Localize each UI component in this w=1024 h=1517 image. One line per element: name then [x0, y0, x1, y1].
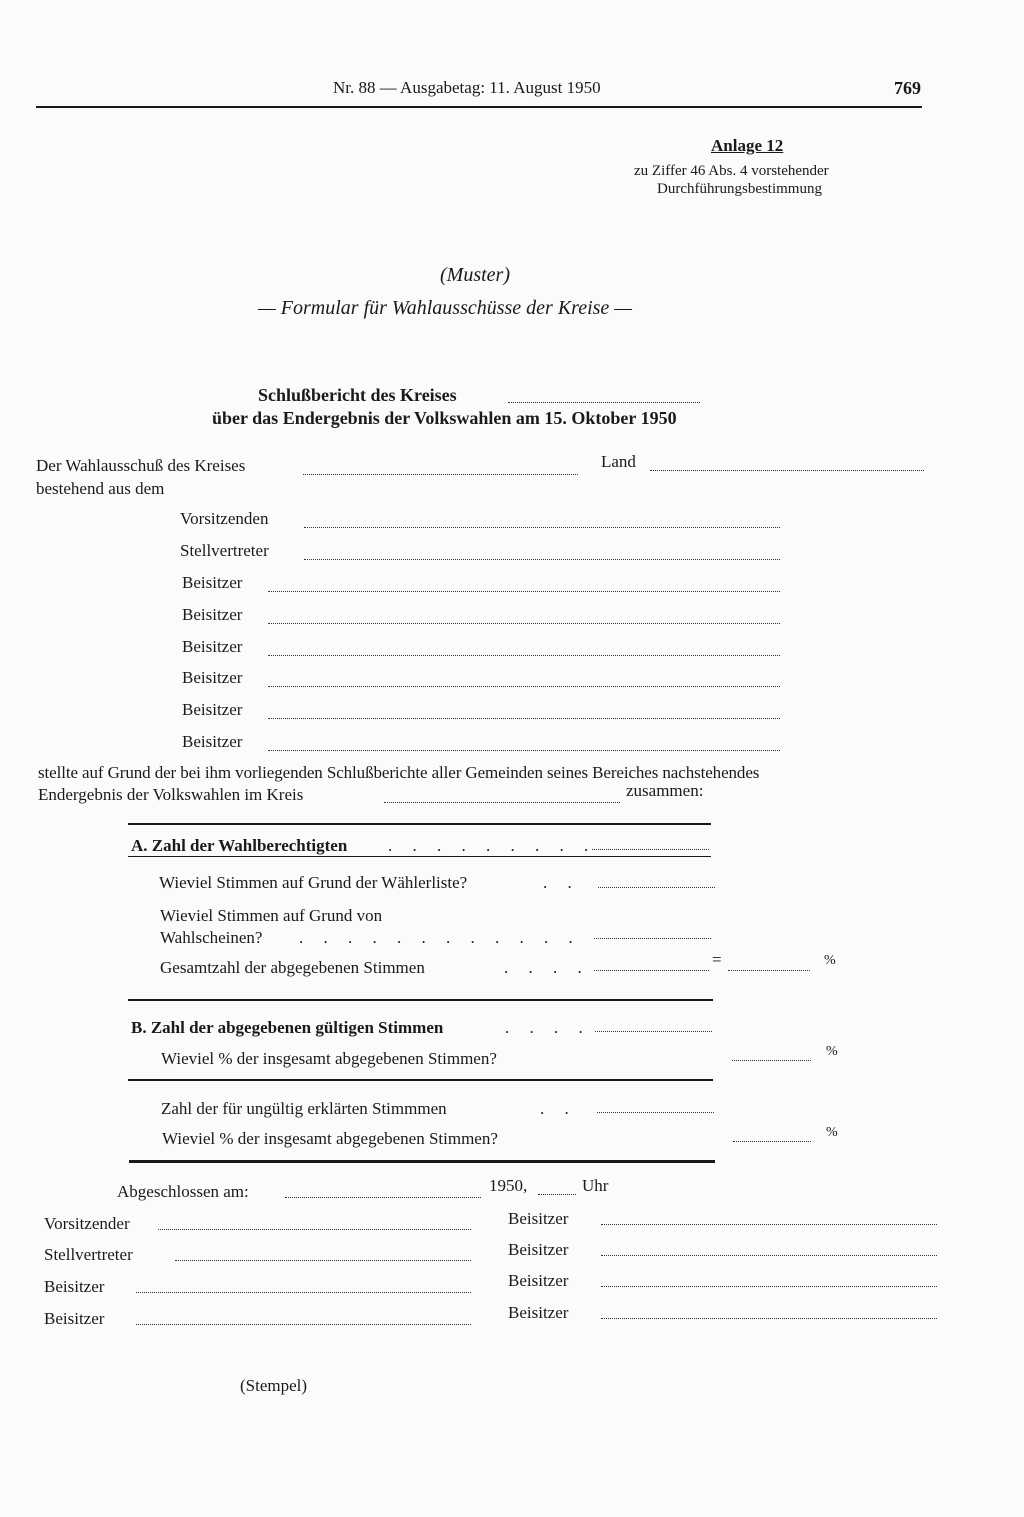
section-b-bottom-rule: [128, 1079, 713, 1081]
section-a-top-rule: [128, 823, 711, 825]
percent-sign: %: [824, 953, 836, 968]
signer-label: Beisitzer: [44, 1277, 105, 1296]
stamp-label: (Stempel): [240, 1376, 308, 1395]
committee-district-field[interactable]: [303, 474, 578, 475]
district-result-field[interactable]: [384, 802, 620, 803]
member-field[interactable]: [268, 718, 780, 719]
land-label: Land: [601, 452, 636, 471]
invalid-votes-field[interactable]: [597, 1112, 714, 1113]
signer-label: Beisitzer: [508, 1240, 569, 1259]
section-b-heading: B. Zahl der abgegebenen gültigen Stimmen: [131, 1018, 444, 1037]
section-a-bottom-rule: [128, 999, 713, 1001]
signature-field[interactable]: [158, 1229, 471, 1230]
signature-field[interactable]: [601, 1318, 937, 1319]
signature-field[interactable]: [601, 1255, 937, 1256]
member-label: Stellvertreter: [180, 541, 269, 560]
signer-label: Vorsitzender: [44, 1214, 130, 1233]
concluded-date-field[interactable]: [285, 1197, 481, 1198]
leader-dots: . . . . . . . . .: [388, 836, 597, 855]
hour-label: Uhr: [582, 1176, 609, 1195]
signer-label: Beisitzer: [44, 1309, 105, 1328]
section-a-heading: A. Zahl der Wahlberechtigten: [131, 836, 348, 855]
member-field[interactable]: [268, 686, 780, 687]
leader-dots: . . . .: [504, 958, 590, 977]
invalid-votes-label: Zahl der für ungültig erklärten Stimmmen: [161, 1099, 447, 1118]
leader-dots: . .: [543, 873, 580, 892]
header-rule: [36, 106, 922, 108]
invalid-percent-field[interactable]: [733, 1141, 811, 1142]
committee-intro: Der Wahlausschuß des Kreises: [36, 456, 246, 475]
statement-line1: stellte auf Grund der bei ihm vorliegenden Schlußberichte aller Gemeinden seines Bereiches nachstehendes: [38, 763, 760, 782]
muster-label: (Muster): [440, 264, 510, 286]
leader-dots: . . . . . . . . . . . .: [299, 928, 581, 947]
invalid-percent-question: Wieviel % der insgesamt abgegebenen Stimmen?: [162, 1129, 498, 1148]
district-name-field[interactable]: [508, 402, 700, 403]
member-field[interactable]: [304, 559, 780, 560]
statement-suffix: zusammen:: [626, 781, 704, 800]
member-label: Beisitzer: [182, 700, 243, 719]
percent-sign: %: [826, 1044, 838, 1059]
section-a-sub-rule: [128, 856, 711, 857]
member-field[interactable]: [268, 623, 780, 624]
member-label: Beisitzer: [182, 637, 243, 656]
question-certificates-line2: Wahlscheinen?: [160, 928, 263, 947]
signature-field[interactable]: [136, 1292, 471, 1293]
voter-list-votes-field[interactable]: [598, 887, 715, 888]
total-percent-field[interactable]: [728, 970, 810, 971]
member-label: Vorsitzenden: [180, 509, 269, 528]
time-field[interactable]: [538, 1194, 576, 1195]
member-field[interactable]: [304, 527, 780, 528]
leader-dots: . .: [540, 1099, 577, 1118]
total-votes-field[interactable]: [594, 970, 709, 971]
concluded-label: Abgeschlossen am:: [117, 1182, 249, 1201]
signer-label: Beisitzer: [508, 1303, 569, 1322]
member-field[interactable]: [268, 591, 780, 592]
page-number: 769: [894, 78, 921, 98]
year-label: 1950,: [489, 1176, 528, 1195]
annex-title: Anlage 12: [711, 136, 784, 155]
signer-label: Beisitzer: [508, 1271, 569, 1290]
annex-ref-line2: Durchführungsbestimmung: [657, 181, 822, 197]
total-votes-label: Gesamtzahl der abgegebenen Stimmen: [160, 958, 425, 977]
signature-field[interactable]: [136, 1324, 471, 1325]
annex-ref-line1: zu Ziffer 46 Abs. 4 vorstehender: [634, 163, 829, 179]
signer-label: Beisitzer: [508, 1209, 569, 1228]
question-voter-list: Wieviel Stimmen auf Grund der Wählerliste?: [159, 873, 468, 892]
statement-line2: Endergebnis der Volkswahlen im Kreis: [38, 785, 304, 804]
member-label: Beisitzer: [182, 732, 243, 751]
form-subtitle: — Formular für Wahlausschüsse der Kreise —: [258, 297, 633, 319]
signer-label: Stellvertreter: [44, 1245, 133, 1264]
member-field[interactable]: [268, 750, 780, 751]
leader-dots: . . . .: [505, 1018, 591, 1037]
valid-percent-field[interactable]: [732, 1060, 811, 1061]
question-certificates-line1: Wieviel Stimmen auf Grund von: [160, 906, 383, 925]
report-title-line2: über das Endergebnis der Volkswahlen am 15. Oktober 1950: [212, 408, 677, 428]
signature-field[interactable]: [601, 1224, 937, 1225]
member-label: Beisitzer: [182, 668, 243, 687]
section-c-bottom-rule: [129, 1160, 715, 1163]
member-label: Beisitzer: [182, 573, 243, 592]
eligible-voters-field[interactable]: [592, 849, 709, 850]
land-field[interactable]: [650, 470, 924, 471]
member-field[interactable]: [268, 655, 780, 656]
member-label: Beisitzer: [182, 605, 243, 624]
valid-votes-field[interactable]: [595, 1031, 712, 1032]
signature-field[interactable]: [601, 1286, 937, 1287]
signature-field[interactable]: [175, 1260, 471, 1261]
issue-line: Nr. 88 — Ausgabetag: 11. August 1950: [333, 78, 601, 97]
consisting-of: bestehend aus dem: [36, 479, 165, 498]
percent-sign: %: [826, 1125, 838, 1140]
report-title-line1: Schlußbericht des Kreises: [258, 385, 457, 405]
certificate-votes-field[interactable]: [594, 938, 711, 939]
valid-percent-question: Wieviel % der insgesamt abgegebenen Stimmen?: [161, 1049, 497, 1068]
equals-sign: =: [712, 950, 722, 969]
